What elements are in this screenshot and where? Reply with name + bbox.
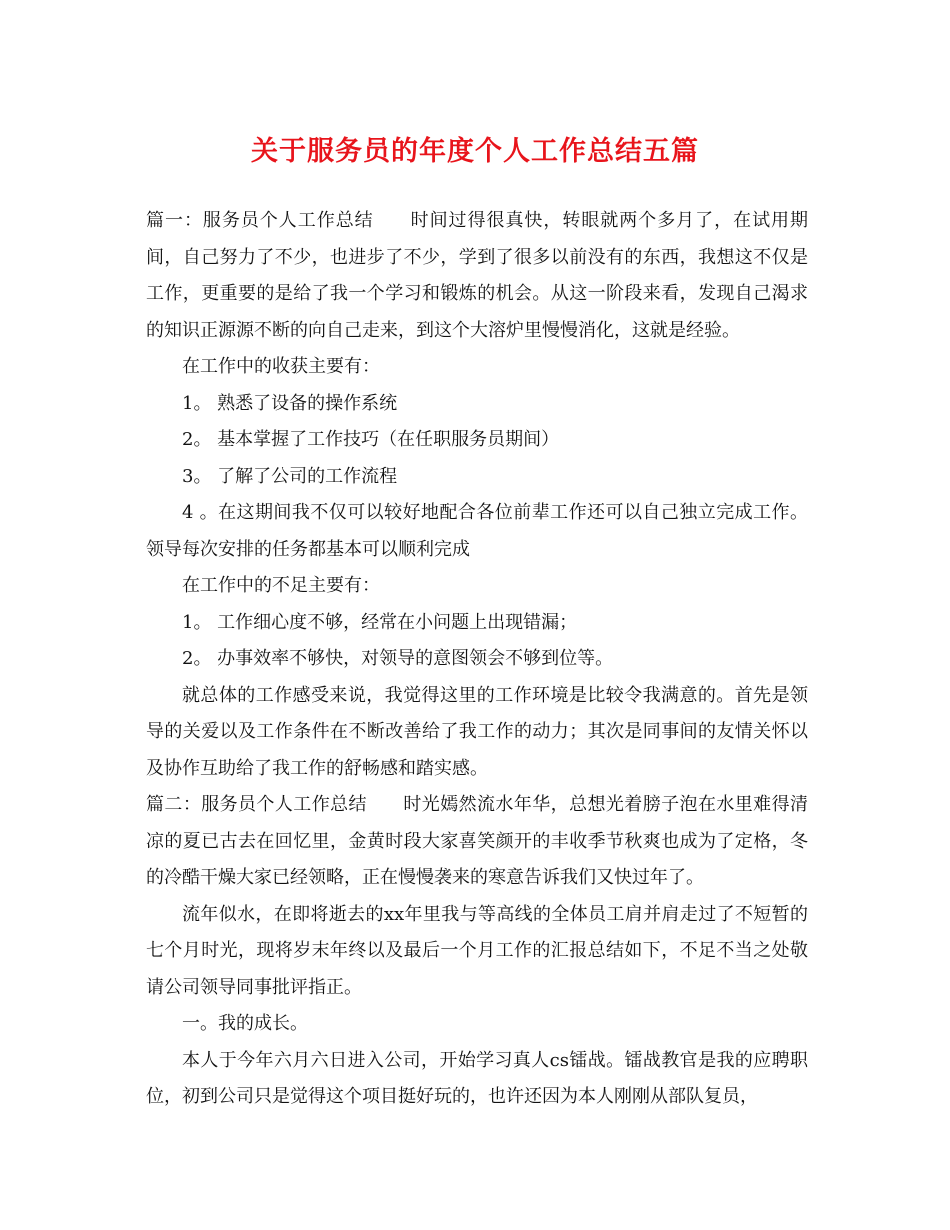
subsection-heading: 一。我的成长。 (182, 1013, 308, 1034)
list-item: 1。 熟悉了设备的操作系统 (182, 392, 398, 414)
document-title: 关于服务员的年度个人工作总结五篇 (251, 136, 699, 167)
list-item: 2。 办事效率不够快，对领导的意图领会不够到位等。 (182, 648, 614, 669)
paragraph-5 (146, 787, 808, 897)
paragraph-1 (146, 203, 808, 349)
section-heading-2: 篇二：服务员个人工作总结 (146, 794, 367, 815)
paragraph-7: 本人于今年六月六日进入公司，开始学习真人cs镭战。镭战教官是我的应聘职位，初到公司只是觉得这个项目挺好玩的，也许还因为本人刚刚从部队复员， (146, 1049, 808, 1107)
paragraph-3: 在工作中的不足主要有： (182, 575, 380, 596)
list-item: 4 。在这期间我不仅可以较好地配合各位前辈工作还可以自己独立完成工作。领导每次安排的任务都基本可以顺利完成 (146, 502, 808, 560)
paragraph-text: 时间过得很真快，转眼就两个多月了，在试用期间，自己努力了不少，也进步了不少，学到了很多以前没有的东西，我想这不仅是工作，更重要的是给了我一个学习和锻炼的机会。从这一阶段来看，发现自己渴求的知识正源源不断的向自己走来，到这个大溶炉里慢慢消化，这就是经验。 (146, 210, 809, 341)
paragraph-2: 在工作中的收获主要有： (182, 356, 380, 377)
document-body (146, 203, 808, 1116)
paragraph-4: 就总体的工作感受来说，我觉得这里的工作环境是比较令我满意的。首先是领导的关爱以及工作条件在不断改善给了我工作的动力；其次是同事间的友情关怀以及协作互助给了我工作的舒畅感和踏实感。 (146, 684, 808, 779)
list-item: 3。 了解了公司的工作流程 (182, 465, 398, 487)
list-item: 2。 基本掌握了工作技巧（在任职服务员期间） (182, 429, 560, 450)
list-item: 1。 工作细心度不够，经常在小问题上出现错漏； (182, 611, 578, 633)
paragraph-6: 流年似水，在即将逝去的xx年里我与等高线的全体员工肩并肩走过了不短暂的七个月时光，现将岁末年终以及最后一个月工作的汇报总结如下，不足不当之处敬请公司领导同事批评指正。 (146, 903, 808, 998)
section-heading-1: 篇一：服务员个人工作总结 (146, 210, 374, 231)
paragraph-text: 时光嫣然流水年华，总想光着膀子泡在水里难得清凉的夏已古去在回忆里，金黄时段大家喜笑颜开的丰收季节秋爽也成为了定格，冬的冷酷干燥大家已经领略，正在慢慢袭来的寒意告诉我们又快过年了。 (146, 794, 809, 888)
